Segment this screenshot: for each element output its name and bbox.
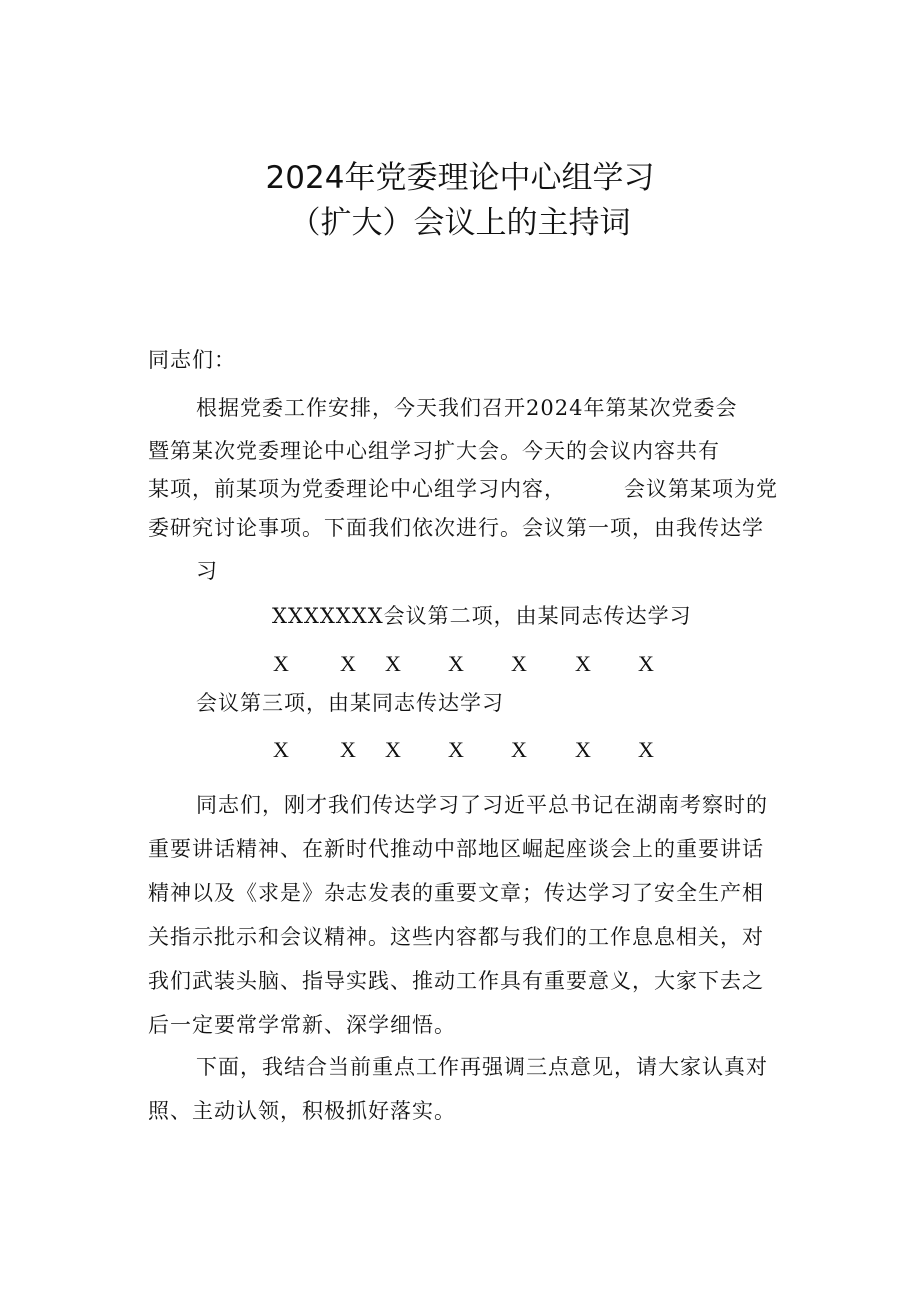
placeholder-x: X xyxy=(273,651,289,676)
placeholder-x: X xyxy=(273,737,289,762)
placeholder-x: X xyxy=(385,651,401,676)
paragraph-1-line: 会议第某项为党 xyxy=(624,477,778,501)
paragraph-3-line: 照、主动认领，积极抓好落实。 xyxy=(148,1099,456,1123)
placeholder-x: X xyxy=(638,651,654,676)
paragraph-1-line: 委研究讨论事项。下面我们依次进行。会议第一项，由我传达学 xyxy=(148,516,764,540)
placeholder-x: X xyxy=(448,737,464,762)
placeholder-x: X xyxy=(511,737,527,762)
paragraph-3-line: 下面，我结合当前重点工作再强调三点意见，请大家认真对 xyxy=(196,1055,768,1079)
placeholder-x: X xyxy=(448,651,464,676)
placeholder-x: X xyxy=(638,737,654,762)
paragraph-2-line: 重要讲话精神、在新时代推动中部地区崛起座谈会上的重要讲话 xyxy=(148,837,764,861)
paragraph-2-line: 关指示批示和会议精神。这些内容都与我们的工作息息相关，对 xyxy=(148,925,764,949)
placeholder-x: X xyxy=(511,651,527,676)
agenda-item-2: XXXXXXX会议第二项，由某同志传达学习 xyxy=(272,604,692,628)
document-title-line-1: 2024年党委理论中心组学习 xyxy=(265,160,655,196)
placeholder-x: X xyxy=(575,651,591,676)
salutation: 同志们： xyxy=(148,348,236,372)
agenda-item-3: 会议第三项，由某同志传达学习 xyxy=(196,691,504,715)
document-title-line-2: （扩大）会议上的主持词 xyxy=(289,205,631,241)
paragraph-1-line: 某项，前某项为党委理论中心组学习内容， xyxy=(148,477,566,501)
paragraph-1-line: 根据党委工作安排，今天我们召开2024年第某次党委会 xyxy=(196,396,738,420)
placeholder-x: X xyxy=(340,737,356,762)
paragraph-2-line: 精神以及《求是》杂志发表的重要文章；传达学习了安全生产相 xyxy=(148,881,764,905)
paragraph-1-line: 暨第某次党委理论中心组学习扩大会。今天的会议内容共有 xyxy=(148,439,720,463)
paragraph-2-line: 后一定要常学常新、深学细悟。 xyxy=(148,1013,456,1037)
placeholder-x: X xyxy=(575,737,591,762)
paragraph-2-line: 我们武装头脑、指导实践、推动工作具有重要意义，大家下去之 xyxy=(148,969,764,993)
paragraph-1-line: 习 xyxy=(196,559,218,583)
paragraph-2-line: 同志们，刚才我们传达学习了习近平总书记在湖南考察时的 xyxy=(196,793,768,817)
placeholder-x: X xyxy=(340,651,356,676)
placeholder-x: X xyxy=(385,737,401,762)
